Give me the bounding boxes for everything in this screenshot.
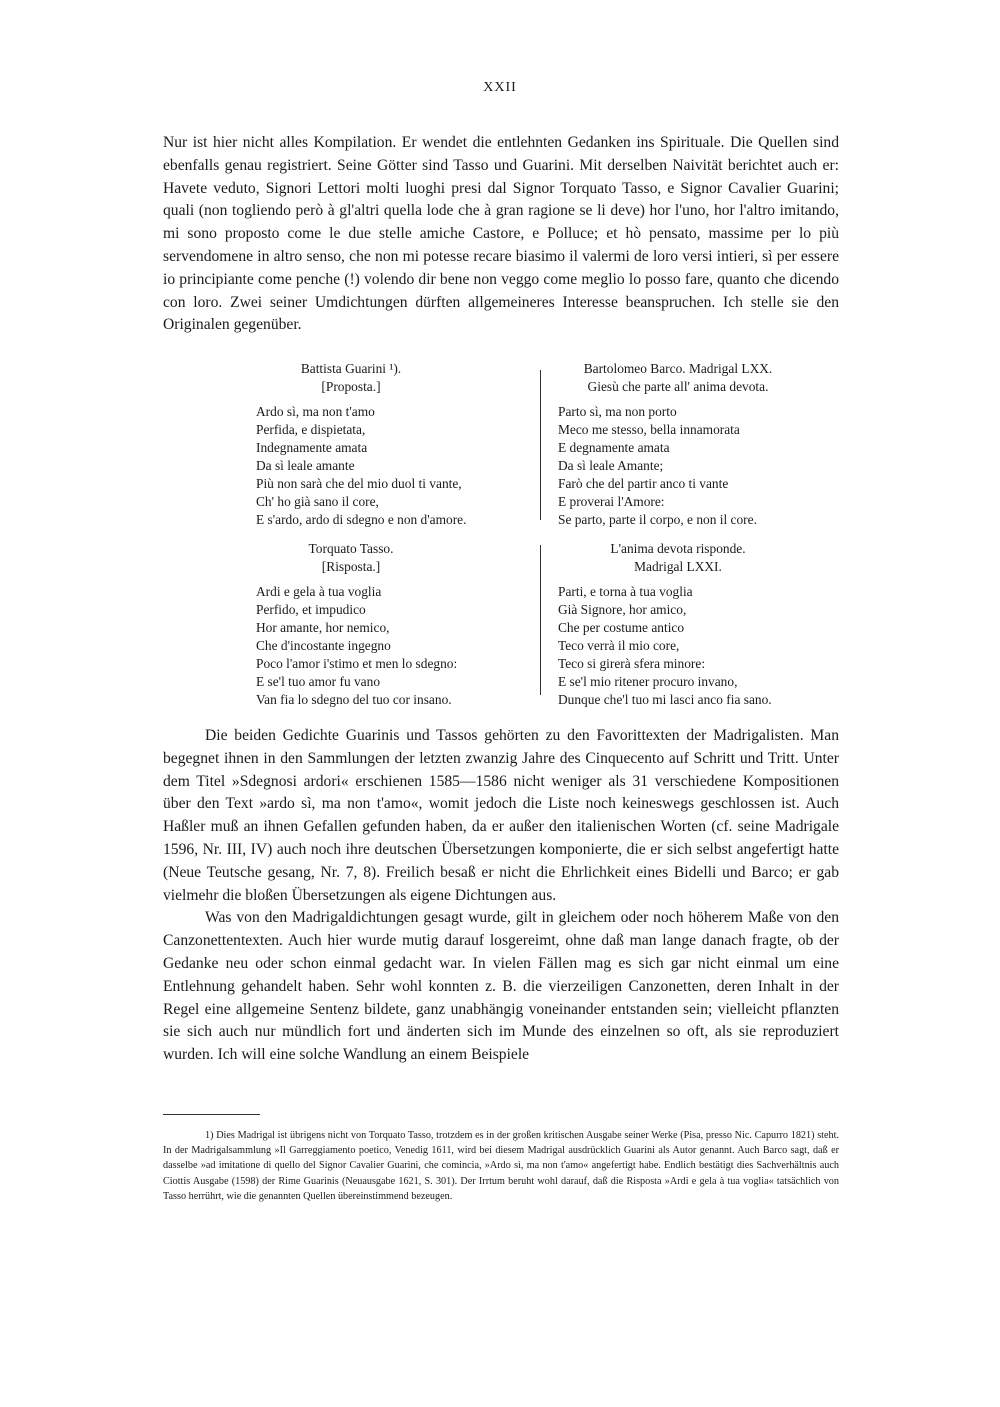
poem-line: Van fia lo sdegno del tuo cor insano.	[256, 692, 452, 707]
poem-line: E se'l mio ritener procuro invano,	[558, 674, 738, 689]
footnote-rule	[163, 1114, 260, 1115]
page-number: XXII	[483, 80, 517, 95]
poem-line: Perfida, e dispietata,	[256, 422, 366, 437]
poem-line: Meco me stesso, bella innamorata	[558, 422, 740, 437]
poem-line: E s'ardo, ardo di sdegno e non d'amore.	[256, 512, 467, 527]
column-divider	[540, 370, 541, 520]
poem-author: Torquato Tasso.	[308, 541, 394, 556]
poem-barco-lxxi	[558, 540, 848, 709]
poem-line: Che d'incostante ingegno	[256, 638, 391, 653]
poem-line: Che per costume antico	[558, 620, 685, 635]
poem-line: Teco verrà il mio core,	[558, 638, 680, 653]
poem-author: L'anima devota risponde.	[610, 541, 746, 556]
poem-line: Ardo sì, ma non t'amo	[256, 404, 375, 419]
poem-author: Bartolomeo Barco. Madrigal LXX.	[583, 361, 773, 376]
poem-subtitle: [Risposta.]	[321, 559, 381, 574]
poem-line: Poco l'amor i'stimo et men lo sdegno:	[256, 656, 458, 671]
poem-line: Da sì leale amante	[256, 458, 355, 473]
poem-line: E proverai l'Amore:	[558, 494, 665, 509]
poem-line: Indegnamente amata	[256, 440, 368, 455]
poem-subtitle: [Proposta.]	[321, 379, 381, 394]
poem-barco-lxx	[558, 360, 848, 529]
poem-line: Hor amante, hor nemico,	[256, 620, 390, 635]
footnote-text: 1) Dies Madrigal ist übrigens nicht von Torquato Tasso, trotzdem es in der großen kritischen Ausgabe seiner Werke (Pisa, presso Nic. Capurro 1821) steht. In der Madrigalsammlung »Il Garreggiamento poetico, Venedig 1611, wird bei diesem Madrigal ausdrücklich Guarini als Autor genannt. Auch Barco sagt, daß er dasselbe »ad imitatione di quello del Signor Cavalier Guarini, che comincia, »Ardo sì, ma non t'amo« angefertigt habe. Endlich bestätigt dies Sachverhältnis auch Ciottis Ausgabe (1598) der Rime Guarinis (Neuausgabe 1621, S. 301). Der Irrtum beruht wohl darauf, daß die Risposta »Ardi e gela à tua voglia« tatsächlich von Tasso herrührt, wie die genannten Quellen übereinstimmend bezeugen.	[163, 1130, 839, 1202]
poem-line: Dunque che'l tuo mi lasci anco fia sano.	[558, 692, 772, 707]
poem-tasso-risposta	[256, 540, 546, 709]
intro-paragraph: Nur ist hier nicht alles Kompilation. Er wendet die entlehnten Gedanken ins Spirituale. Die Quellen sind ebenfalls genau registriert. Seine Götter sind Tasso und Guarini. Mit derselben Naivität berichtet auch er: Havete veduto, Signori Lettori molti luoghi presi dal Signor Torquato Tasso, e Signor Cavalier Guarini; quali (non togliendo però à gl'altri quella lode che à gran ragione se li deve) hor l'uno, hor l'altro imitando, mi sono proposto come le due stelle amiche Castore, e Polluce; et hò pensato, massime per lo più servendomene in altro senso, che non mi potesse recare biasimo il valermi de loro versi intieri, sì per essere io principiante come penche (!) volendo dir bene non veggo come meglio lo posso fare, quanto che dicendo con loro. Zwei seiner Umdichtungen dürften allgemeineres Interesse beanspruchen. Ich stelle sie den Originalen gegenüber.	[163, 134, 839, 334]
poem-line: Ardi e gela à tua voglia	[256, 584, 382, 599]
poem-subtitle: Giesù che parte all' anima devota.	[587, 379, 769, 394]
paragraph-favorittexte: Die beiden Gedichte Guarinis und Tassos gehörten zu den Favorittexten der Madrigalisten. Man begegnet ihnen in den Sammlungen der letzten zwanzig Jahre des Cinquecento auf Schritt und Tritt. Unter dem Titel »Sdegnosi ardori« erschienen 1585—1586 nicht weniger als 31 verschiedene Kompositionen über den Text »ardo sì, ma non t'amo«, womit jedoch die Liste noch keineswegs geschlossen ist. Auch Haßler muß an ihnen Gefallen gefunden haben, da er außer den italienischen Worten (cf. seine Madrigale 1596, Nr. III, IV) auch noch ihre deutschen Übersetzungen komponierte, die er sich selbst angefertigt hatte (Neue Teutsche gesang, Nr. 7, 8). Freilich besaß er nicht die Ehrlichkeit eines Bidelli und Barco; er gab vielmehr die bloßen Übersetzungen als eigene Dichtungen aus.	[163, 727, 839, 904]
intro-section	[163, 132, 839, 337]
column-divider	[540, 545, 541, 695]
poem-line: Da sì leale Amante;	[558, 458, 664, 473]
poem-author: Battista Guarini ¹).	[300, 361, 402, 376]
poem-line: Farò che del partir anco ti vante	[558, 476, 729, 491]
poem-line: Perfido, et impudico	[256, 602, 366, 617]
poem-line: Parti, e torna à tua voglia	[558, 584, 693, 599]
poem-line: Teco si girerà sfera minore:	[558, 656, 706, 671]
poem-line: E degnamente amata	[558, 440, 670, 455]
poem-line: Se parto, parte il corpo, e non il core.	[558, 512, 757, 527]
discussion-section	[163, 725, 839, 1067]
poem-subtitle: Madrigal LXXI.	[634, 559, 722, 574]
paragraph-canzonetten: Was von den Madrigaldichtungen gesagt wurde, gilt in gleichem oder noch höherem Maße von den Canzonettentexten. Auch hier wurde mutig darauf losgereimt, ohne daß man lange danach fragte, ob der Gedanke neu oder schon einmal gedacht war. In vielen Fällen mag es sich gar nicht einmal um eine Entlehnung gehandelt haben. Sehr wohl konnten z. B. die vierzeiligen Canzonetten, deren Inhalt in der Regel eine allgemeine Sentenz bildete, ganz unabhängig voneinander entstanden sein; vielleicht pflanzten sie sich auch nur mündlich fort und änderten sich im Munde des einzelnen so oft, als sie reproduziert wurden. Ich will eine solche Wandlung an einem Beispiele	[163, 909, 839, 1064]
poem-line: E se'l tuo amor fu vano	[256, 674, 381, 689]
poem-comparison	[256, 360, 856, 710]
footnote	[163, 1128, 839, 1204]
poem-line: Ch' ho già sano il core,	[256, 494, 379, 509]
poem-line: Più non sarà che del mio duol ti vante,	[256, 476, 462, 491]
poem-line: Già Signore, hor amico,	[558, 602, 687, 617]
poem-guarini-proposta	[256, 360, 546, 529]
poem-line: Parto sì, ma non porto	[558, 404, 677, 419]
